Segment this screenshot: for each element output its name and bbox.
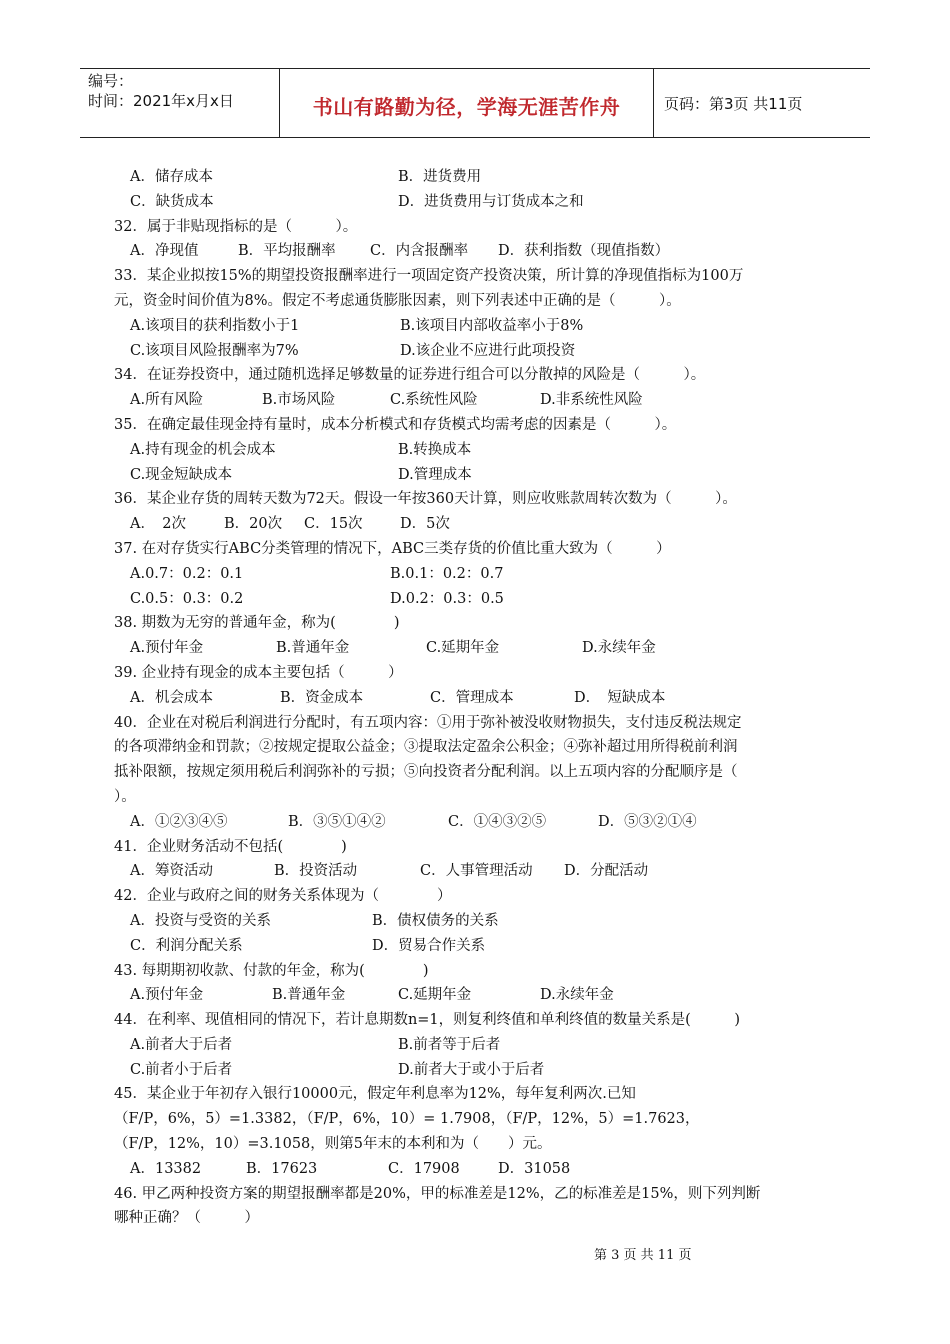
option: C．管理成本 <box>430 689 514 706</box>
option: D．⑤③②①④ <box>598 813 697 830</box>
options-row <box>114 1033 844 1058</box>
options-row <box>114 1157 844 1182</box>
options-row <box>114 909 844 934</box>
option: D．获利指数（现值指数） <box>498 243 670 260</box>
option: C．缺货成本 <box>130 193 214 210</box>
header-right-cell <box>654 69 870 137</box>
option: C．15次 <box>304 516 363 533</box>
option: C．①④③②⑤ <box>448 813 547 830</box>
option: B．③⑤①④② <box>288 813 386 830</box>
options-row <box>114 339 844 364</box>
code-label: 编号： <box>88 72 134 90</box>
options-row <box>114 636 844 661</box>
question-line: （F/P，12%，10）=3.1058，则第5年末的本利和为（ ）元。 <box>114 1136 552 1153</box>
option: B.转换成本 <box>398 441 472 458</box>
time-label: 时间：2021年x月x日 <box>88 92 234 110</box>
option: C.延期年金 <box>426 640 500 657</box>
option: D.永续年金 <box>540 987 614 1004</box>
question-line: 42．企业与政府之间的财务关系体现为（ ） <box>114 888 452 905</box>
page-label: 页码：第3页 共11页 <box>664 95 803 113</box>
options-row <box>114 810 844 835</box>
question-line: 38. 期数为无穷的普通年金，称为( ) <box>114 615 400 632</box>
question-line: 36．某企业存货的周转天数为72天。假设一年按360天计算，则应收账款周转次数为（ ）。 <box>114 491 737 508</box>
motto: 书山有路勤为径，学海无涯苦作舟 <box>312 95 621 119</box>
question-line: 35．在确定最佳现金持有量时，成本分析模式和存货模式均需考虑的因素是（ ）。 <box>114 416 677 433</box>
question-line: 34．在证券投资中，通过随机选择足够数量的证券进行组合可以分散掉的风险是（ ）。 <box>114 367 706 384</box>
question-line: 41．企业财务活动不包括( ) <box>114 838 347 855</box>
option: D．31058 <box>498 1160 571 1177</box>
question-line: 44．在利率、现值相同的情况下，若计息期数n=1，则复利终值和单利终值的数量关系是( ) <box>114 1012 740 1029</box>
option: A．净现值 <box>130 243 199 260</box>
question-line: 45．某企业于年初存入银行10000元，假定年利息率为12%，每年复利两次.已知 <box>114 1086 636 1103</box>
question-line: 39. 企业持有现金的成本主要包括（ ） <box>114 664 403 681</box>
option: D.管理成本 <box>398 466 472 483</box>
header-left-cell <box>80 69 280 137</box>
option: D.0.2：0.3：0.5 <box>390 590 504 607</box>
options-row <box>114 512 844 537</box>
option: A.前者大于后者 <box>130 1036 233 1053</box>
question-line: 46. 甲乙两种投资方案的期望报酬率都是20%，甲的标准差是12%，乙的标准差是15%，则下列判断 <box>114 1185 761 1202</box>
option: B．平均报酬率 <box>238 243 336 260</box>
options-row <box>114 388 844 413</box>
question-line: 的各项滞纳金和罚款；②按规定提取公益金；③提取法定盈余公积金；④弥补超过用所得税前利润 <box>114 739 738 756</box>
options-row <box>114 562 844 587</box>
option: B．债权债务的关系 <box>372 912 499 929</box>
options-row <box>114 686 844 711</box>
option: A． 2次 <box>130 516 186 533</box>
options-row <box>114 983 844 1008</box>
option: D． 短缺成本 <box>574 689 666 706</box>
question-line: 43. 每期期初收款、付款的年金，称为( ) <box>114 962 429 979</box>
option: B.0.1：0.2：0.7 <box>390 565 504 582</box>
question-line: ）。 <box>114 788 136 805</box>
option: B．资金成本 <box>280 689 364 706</box>
option: C.现金短缺成本 <box>130 466 233 483</box>
option: A．筹资活动 <box>130 863 213 880</box>
option: D．分配活动 <box>564 863 649 880</box>
option: C．17908 <box>388 1160 460 1177</box>
question-line: 元，资金时间价值为8%。假定不考虑通货膨胀因素，则下列表述中正确的是（ ）。 <box>114 292 681 309</box>
option: C.该项目风险报酬率为7% <box>130 342 299 359</box>
option: D.前者大于或小于后者 <box>398 1061 545 1078</box>
option: C.系统性风险 <box>390 392 478 409</box>
page-header <box>80 68 870 138</box>
option: B.前者等于后者 <box>398 1036 501 1053</box>
option: B．进货费用 <box>398 169 482 185</box>
question-line: 33．某企业拟按15%的期望投资报酬率进行一项固定资产投资决策，所计算的净现值指标为100万 <box>114 268 744 285</box>
options-row <box>114 1058 844 1083</box>
options-row <box>114 463 844 488</box>
option: B．17623 <box>246 1160 318 1177</box>
page-footer: 第 3 页 共 11 页 <box>594 1248 692 1263</box>
option: B.普通年金 <box>276 640 350 657</box>
question-list <box>114 165 844 1231</box>
question-line: 32．属于非贴现指标的是（ ）。 <box>114 218 358 235</box>
question-line: 哪种正确？（ ） <box>114 1210 259 1227</box>
option: C.前者小于后者 <box>130 1061 233 1078</box>
option: D.永续年金 <box>582 640 656 657</box>
question-line: 37. 在对存货实行ABC分类管理的情况下，ABC三类存货的价值比重大致为（ ） <box>114 540 671 557</box>
option: A.该项目的获利指数小于1 <box>130 317 300 334</box>
option: A.所有风险 <box>130 392 204 409</box>
option: D．贸易合作关系 <box>372 937 486 954</box>
options-row <box>114 438 844 463</box>
option: A．储存成本 <box>130 169 213 185</box>
option: A．13382 <box>130 1160 202 1177</box>
option: A．投资与受资的关系 <box>130 912 271 929</box>
question-line: （F/P，6%，5）=1.3382，（F/P，6%，10）= 1.7908，（F/P，12%，5）=1.7623， <box>114 1111 700 1128</box>
option: A.预付年金 <box>130 987 204 1004</box>
option: A．①②③④⑤ <box>130 813 228 830</box>
option: B．投资活动 <box>274 863 358 880</box>
options-row <box>114 859 844 884</box>
options-row <box>114 587 844 612</box>
option: D.该企业不应进行此项投资 <box>400 342 576 359</box>
option: B．20次 <box>224 516 283 533</box>
option: A.0.7：0.2：0.1 <box>130 565 244 582</box>
header-motto-cell <box>280 69 654 137</box>
question-line: 抵补限额，按规定须用税后利润弥补的亏损；⑤向投资者分配利润。以上五项内容的分配顺序是（ <box>114 764 738 781</box>
option: A.预付年金 <box>130 640 204 657</box>
option: D．5次 <box>400 516 450 533</box>
option: C．利润分配关系 <box>130 937 243 954</box>
question-line: 40．企业在对税后利润进行分配时，有五项内容：①用于弥补被没收财物损失，支付违反税法规定 <box>114 714 742 731</box>
option: C.延期年金 <box>398 987 472 1004</box>
options-row <box>114 190 844 215</box>
options-row <box>114 934 844 959</box>
option: C．内含报酬率 <box>370 243 469 260</box>
option: D．进货费用与订货成本之和 <box>398 193 584 210</box>
option: B.市场风险 <box>262 392 336 409</box>
option: C.0.5：0.3：0.2 <box>130 590 244 607</box>
options-row <box>114 239 844 264</box>
option: D.非系统性风险 <box>540 392 643 409</box>
option: C．人事管理活动 <box>420 863 533 880</box>
options-row <box>114 314 844 339</box>
options-row <box>114 165 844 190</box>
option: B.普通年金 <box>272 987 346 1004</box>
option: A.持有现金的机会成本 <box>130 441 276 458</box>
option: A．机会成本 <box>130 689 213 706</box>
option: B.该项目内部收益率小于8% <box>400 317 584 334</box>
